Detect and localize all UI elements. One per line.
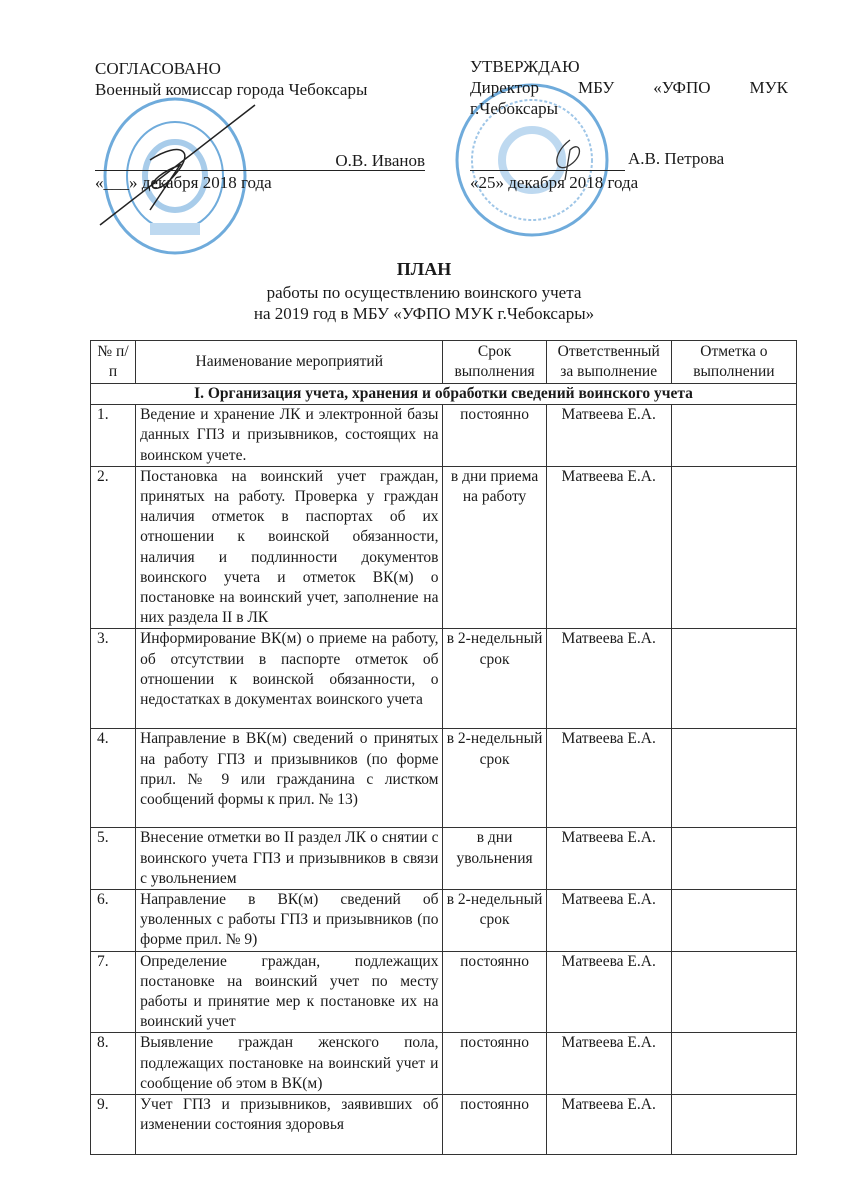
completion-mark <box>671 1095 796 1155</box>
row-number: 8. <box>91 1033 136 1095</box>
term: в дни увольнения <box>443 828 546 890</box>
completion-mark <box>671 951 796 1033</box>
row-number: 7. <box>91 951 136 1033</box>
completion-mark <box>671 405 796 467</box>
approval-right-position: Директор МБУ «УФПО МУК <box>470 78 788 97</box>
approval-right-heading: УТВЕРЖДАЮ <box>470 57 580 76</box>
table-row <box>91 1033 797 1095</box>
activity-name: Направление в ВК(м) сведений о принятых на работу ГПЗ и призывников (по форме прил. № 9 или гражданина с листком сообщений формы к прил. № 13) <box>136 729 443 828</box>
row-number: 9. <box>91 1095 136 1155</box>
responsible: Матвеева Е.А. <box>546 629 671 729</box>
approval-left-block <box>95 58 367 100</box>
activity-name: Направление в ВК(м) сведений об уволенных с работы ГПЗ и призывников (по форме прил. № 9) <box>136 890 443 952</box>
activity-name: Внесение отметки во II раздел ЛК о снятии с воинского учета ГПЗ и призывников в связи с увольнением <box>136 828 443 890</box>
completion-mark <box>671 729 796 828</box>
responsible: Матвеева Е.А. <box>546 951 671 1033</box>
activity-name: Учет ГПЗ и призывников, заявивших об изменении состояния здоровья <box>136 1095 443 1155</box>
responsible: Матвеева Е.А. <box>546 1095 671 1155</box>
activity-name: Ведение и хранение ЛК и электронной базы данных ГПЗ и призывников, состоящих на воинском учете. <box>136 405 443 467</box>
term: в 2-недельный срок <box>443 629 546 729</box>
document-subtitle-1: работы по осуществлению воинского учета <box>266 283 582 302</box>
term: постоянно <box>443 951 546 1033</box>
approval-left-position: Военный комиссар города Чебоксары <box>95 80 368 99</box>
table-row <box>91 890 797 952</box>
completion-mark <box>671 890 796 952</box>
section-row <box>91 384 797 405</box>
approval-right-date: «25» декабря 2018 года <box>470 173 639 192</box>
table-header-row <box>91 341 797 384</box>
table-row <box>91 629 797 729</box>
responsible: Матвеева Е.А. <box>546 828 671 890</box>
term: в дни приема на работу <box>443 466 546 629</box>
table-row <box>91 729 797 828</box>
document-title: ПЛАН <box>396 259 452 279</box>
responsible: Матвеева Е.А. <box>546 890 671 952</box>
completion-mark <box>671 466 796 629</box>
approval-right-signature-line <box>470 150 625 171</box>
term: в 2-недельный срок <box>443 729 546 828</box>
activity-name: Определение граждан, подлежащих постановке на воинский учет по месту работы и принятие мер к постановке их на воинский учет <box>136 951 443 1033</box>
row-number: 4. <box>91 729 136 828</box>
section-title: I. Организация учета, хранения и обработки сведений воинского учета <box>91 384 797 405</box>
table-row <box>91 951 797 1033</box>
responsible: Матвеева Е.А. <box>546 405 671 467</box>
completion-mark <box>671 828 796 890</box>
term: постоянно <box>443 405 546 467</box>
table-row <box>91 405 797 467</box>
approval-left-signer: О.В. Иванов <box>335 151 425 170</box>
table-row <box>91 466 797 629</box>
header-mark: Отметка о выполнении <box>671 341 796 384</box>
approval-right-position-city: г.Чебоксары <box>470 99 559 118</box>
row-number: 2. <box>91 466 136 629</box>
row-number: 1. <box>91 405 136 467</box>
activity-name: Выявление граждан женского пола, подлежащих постановке на воинский учет и сообщение об этом в ВК(м) <box>136 1033 443 1095</box>
responsible: Матвеева Е.А. <box>546 1033 671 1095</box>
row-number: 6. <box>91 890 136 952</box>
approval-left-date: «___» декабря 2018 года <box>95 173 272 192</box>
term: постоянно <box>443 1033 546 1095</box>
term: постоянно <box>443 1095 546 1155</box>
completion-mark <box>671 1033 796 1095</box>
approval-right-block <box>470 56 788 119</box>
header-term: Срок выполнения <box>443 341 546 384</box>
approval-right-signer: А.В. Петрова <box>628 149 725 168</box>
approval-left-heading: СОГЛАСОВАНО <box>95 59 221 78</box>
table-row <box>91 1095 797 1155</box>
responsible: Матвеева Е.А. <box>546 729 671 828</box>
row-number: 3. <box>91 629 136 729</box>
activity-name: Информирование ВК(м) о приеме на работу, об отсутствии в паспорте отметок об отношении к воинской обязанности, о недостатках в документах воинского учета <box>136 629 443 729</box>
plan-table <box>90 340 797 1155</box>
header-number: № п/п <box>91 341 136 384</box>
approval-left-signature-line <box>95 150 425 171</box>
header-activity: Наименование мероприятий <box>136 341 443 384</box>
row-number: 5. <box>91 828 136 890</box>
responsible: Матвеева Е.А. <box>546 466 671 629</box>
activity-name: Постановка на воинский учет граждан, принятых на работу. Проверка у граждан наличия отметок в паспортах об их отношении к воинской обязанности, наличия и подлинности документов воинского учета и отметок ВК(м) о постановке на воинский учет, заполнение на них раздела II в ЛК <box>136 466 443 629</box>
table-row <box>91 828 797 890</box>
header-responsible: Ответственный за выполнение <box>546 341 671 384</box>
completion-mark <box>671 629 796 729</box>
document-subtitle-2: на 2019 год в МБУ «УФПО МУК г.Чебоксары» <box>253 304 595 323</box>
term: в 2-недельный срок <box>443 890 546 952</box>
